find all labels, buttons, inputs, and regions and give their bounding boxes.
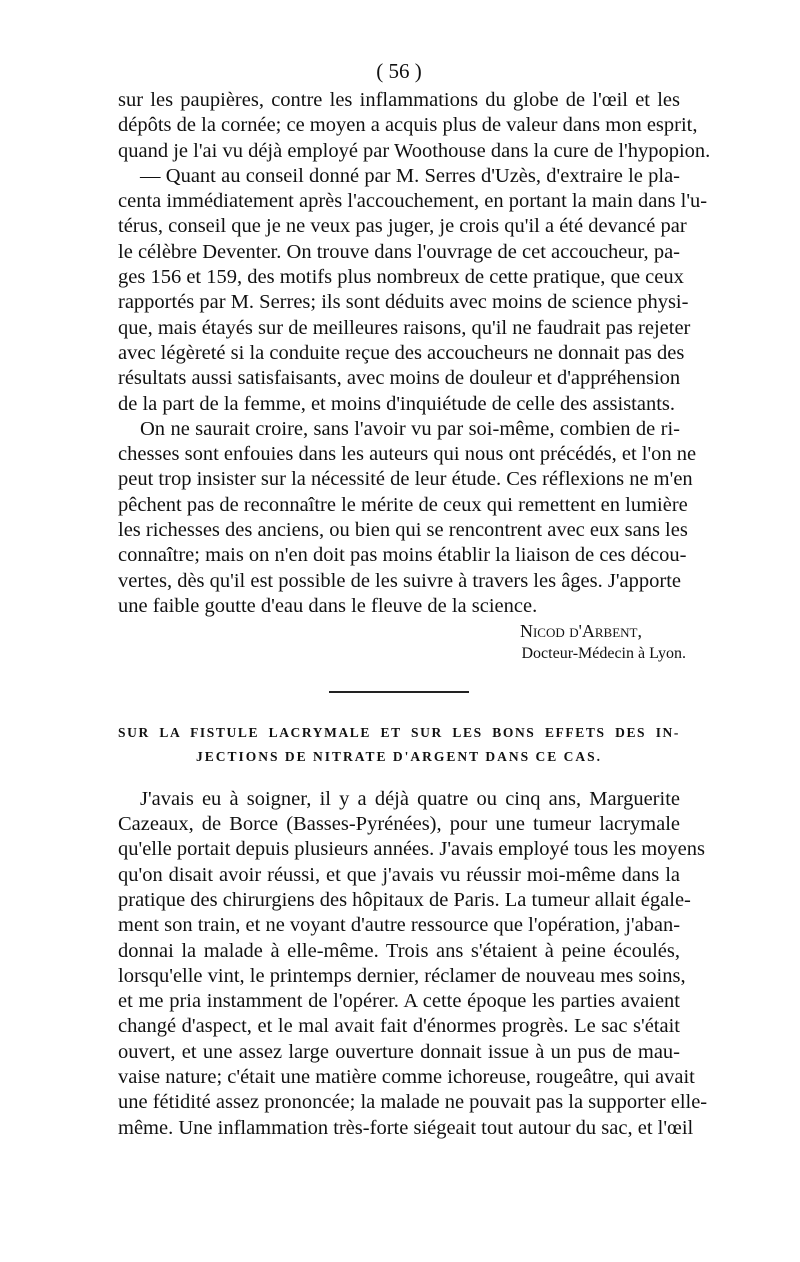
text-line: lorsqu'elle vint, le printemps dernier, réclamer de nouveau mes soins, <box>118 964 686 987</box>
page <box>118 58 711 1141</box>
text-line: le célèbre Deventer. On trouve dans l'ouvrage de cet accoucheur, pa- <box>118 240 680 263</box>
text-line: dépôts de la cornée; ce moyen a acquis plus de valeur dans mon esprit, <box>118 114 698 137</box>
section-2-text <box>118 787 708 1141</box>
text-line: de la part de la femme, et moins d'inquiétude de celle des assistants. <box>118 392 676 415</box>
text-line: une fétidité assez prononcée; la malade ne pouvait pas la supporter elle- <box>118 1091 708 1114</box>
text-line: pêchent pas de reconnaître le mérite de ceux qui remettent en lumière <box>118 493 688 516</box>
section-divider <box>329 691 469 693</box>
text-line: ment son train, et ne voyant d'autre ressource que l'opération, j'aban- <box>118 914 681 937</box>
text-line: qu'on disait avoir réussi, et que j'avais vu réussir moi-même dans la <box>118 863 680 886</box>
heading-line: SUR LA FISTULE LACRYMALE ET SUR LES BONS EFFETS DES IN- <box>118 724 680 740</box>
text-line: On ne saurait croire, sans l'avoir vu par soi-même, combien de ri- <box>140 417 680 440</box>
page-number: ( 56 ) <box>376 59 422 83</box>
text-line: chesses sont enfouies dans les auteurs qui nous ont précédés, et l'on ne <box>118 443 697 466</box>
text-line: même. Une inflammation très-forte siégeait tout autour du sac, et l'œil <box>118 1116 694 1139</box>
text-line: vertes, dès qu'il est possible de les suivre à travers les âges. J'apporte <box>118 569 682 592</box>
text-line: une faible goutte d'eau dans le fleuve de la science. <box>118 594 538 617</box>
text-line: térus, conseil que je ne veux pas juger, je crois qu'il a été devancé par <box>118 215 687 238</box>
text-line: rapportés par M. Serres; ils sont déduits avec moins de science physi- <box>118 291 689 314</box>
text-line: avec légèreté si la conduite reçue des accoucheurs ne donnait pas des <box>118 341 685 364</box>
spacer <box>118 769 680 787</box>
section-1-text <box>118 88 711 619</box>
text-line: ges 156 et 159, des motifs plus nombreux de cette pratique, que ceux <box>118 266 684 289</box>
author-signature: Nicod d'Arbent, <box>519 621 642 642</box>
text-line: qu'elle portait depuis plusieurs années. J'avais employé tous les moyens <box>118 838 705 861</box>
text-line: changé d'aspect, et le mal avait fait d'énormes progrès. Le sac s'était <box>118 1015 680 1038</box>
heading-line: JECTIONS DE NITRATE D'ARGENT DANS CE CAS. <box>196 748 602 764</box>
author-title: Docteur-Médecin à Lyon. <box>521 645 686 663</box>
text-line: et me pria instamment de l'opérer. A cette époque les parties avaient <box>118 990 680 1013</box>
text-line: que, mais étayés sur de meilleures raisons, qu'il ne faudrait pas rejeter <box>118 316 691 339</box>
text-line: ouvert, et une assez large ouverture donnait issue à un pus de mau- <box>118 1040 680 1063</box>
text-line: quand je l'ai vu déjà employé par Woothouse dans la cure de l'hypopion. <box>118 139 711 162</box>
text-line: résultats aussi satisfaisants, avec moins de douleur et d'appréhension <box>118 367 681 390</box>
article-heading <box>118 721 680 769</box>
text-line: vaise nature; c'était une matière comme ichoreuse, rougeâtre, qui avait <box>118 1066 695 1088</box>
text-line: connaître; mais on n'en doit pas moins établir la liaison de ces décou- <box>118 544 687 567</box>
text-line: pratique des chirurgiens des hôpitaux de Paris. La tumeur allait égale- <box>118 888 691 911</box>
text-line: Cazeaux, de Borce (Basses-Pyrénées), pour une tumeur lacrymale <box>118 813 680 836</box>
text-line: donnai la malade à elle-même. Trois ans s'étaient à peine écoulés, <box>118 939 680 962</box>
text-line: — Quant au conseil donné par M. Serres d'Uzès, d'extraire le pla- <box>140 164 680 187</box>
text-line: peut trop insister sur la nécessité de leur étude. Ces réflexions ne m'en <box>118 468 693 491</box>
text-line: les richesses des anciens, ou bien qui se rencontrent avec eux sans les <box>118 519 688 542</box>
text-line: sur les paupières, contre les inflammations du globe de l'œil et les <box>118 89 680 111</box>
text-line: J'avais eu à soigner, il y a déjà quatre ou cinq ans, Marguerite <box>140 787 680 810</box>
text-line: centa immédiatement après l'accouchement, en portant la main dans l'u- <box>118 190 708 213</box>
